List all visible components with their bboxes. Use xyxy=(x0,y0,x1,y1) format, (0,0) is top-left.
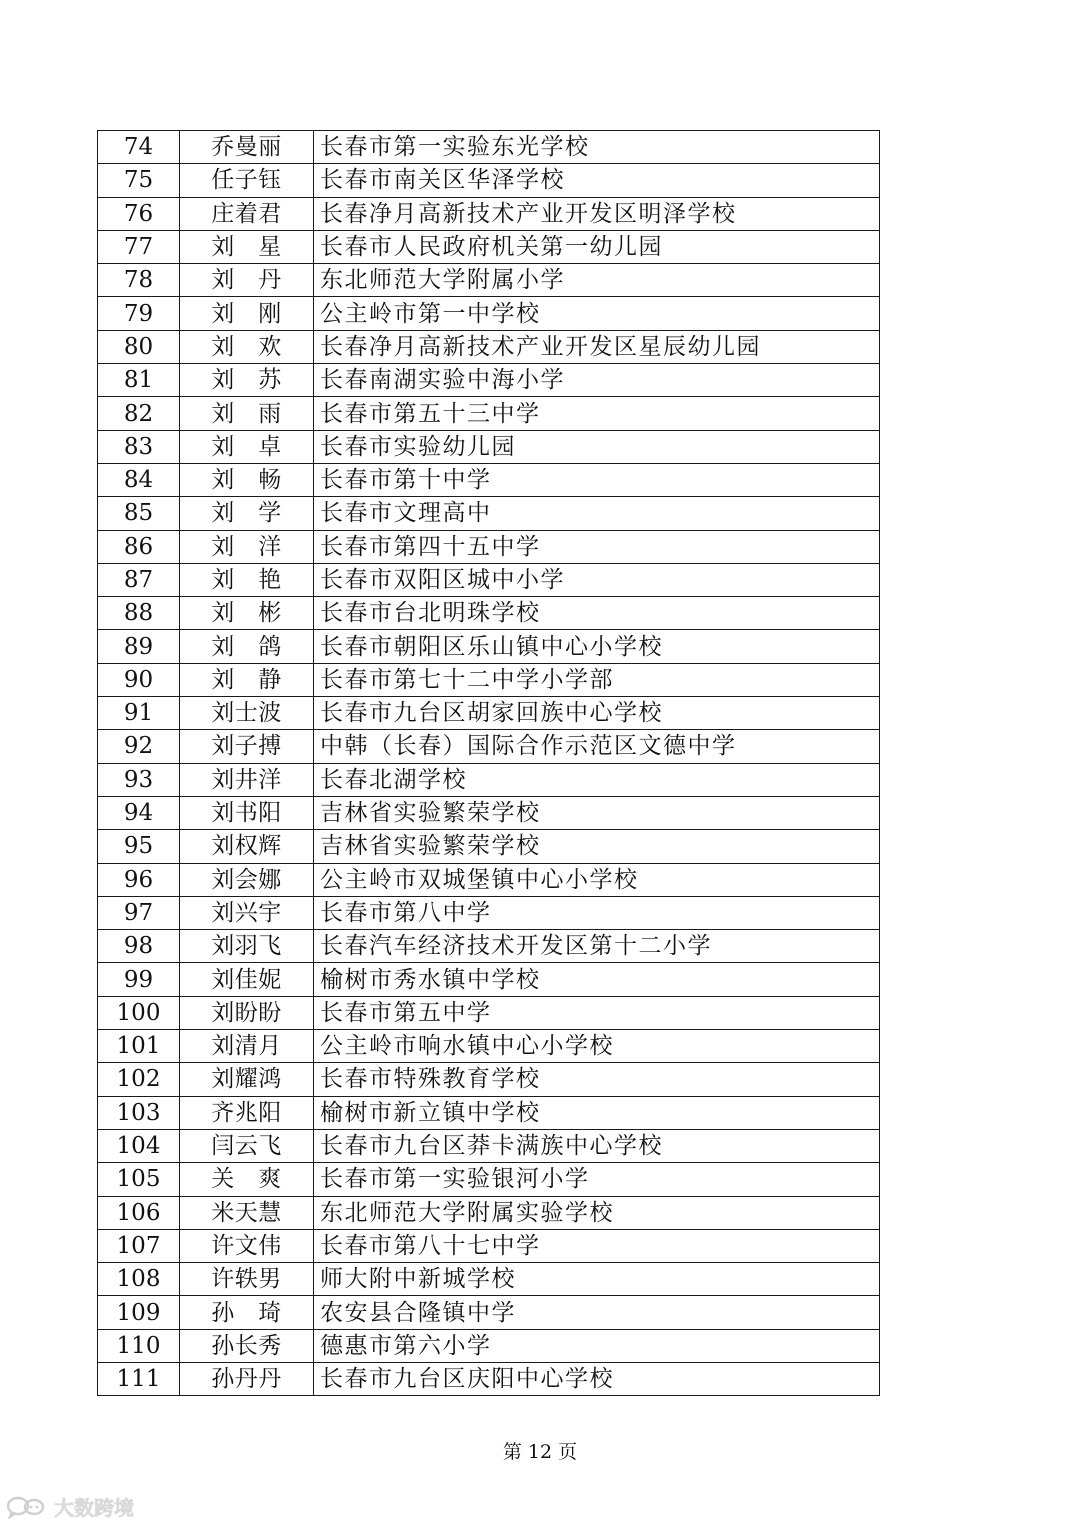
row-number: 79 xyxy=(98,297,180,330)
school-name: 长春净月高新技术产业开发区明泽学校 xyxy=(314,197,880,230)
table-row xyxy=(98,397,880,430)
school-name: 长春南湖实验中海小学 xyxy=(314,364,880,397)
table-row xyxy=(98,463,880,496)
person-name: 刘士波 xyxy=(180,697,314,730)
person-name: 孙长秀 xyxy=(180,1329,314,1362)
table-row xyxy=(98,1296,880,1329)
school-name: 农安县合隆镇中学 xyxy=(314,1296,880,1329)
table-row xyxy=(98,164,880,197)
person-name: 刘 苏 xyxy=(180,364,314,397)
person-name: 刘 洋 xyxy=(180,530,314,563)
table-row xyxy=(98,497,880,530)
school-name: 公主岭市双城堡镇中心小学校 xyxy=(314,863,880,896)
page-number: 第 12 页 xyxy=(502,1441,578,1463)
row-number: 85 xyxy=(98,497,180,530)
row-number: 75 xyxy=(98,164,180,197)
school-name: 长春市双阳区城中小学 xyxy=(314,563,880,596)
row-number: 78 xyxy=(98,264,180,297)
school-name: 长春市第七十二中学小学部 xyxy=(314,663,880,696)
row-number: 89 xyxy=(98,630,180,663)
table-row xyxy=(98,530,880,563)
person-name: 刘 艳 xyxy=(180,563,314,596)
row-number: 87 xyxy=(98,563,180,596)
person-name: 庄着君 xyxy=(180,197,314,230)
row-number: 82 xyxy=(98,397,180,430)
school-name: 长春市九台区胡家回族中心学校 xyxy=(314,697,880,730)
row-number: 98 xyxy=(98,930,180,963)
roster-table-body xyxy=(98,131,880,1396)
row-number: 104 xyxy=(98,1129,180,1162)
school-name: 长春市实验幼儿园 xyxy=(314,430,880,463)
table-row xyxy=(98,597,880,630)
school-name: 德惠市第六小学 xyxy=(314,1329,880,1362)
school-name: 长春市九台区庆阳中心学校 xyxy=(314,1362,880,1395)
table-row xyxy=(98,563,880,596)
school-name: 吉林省实验繁荣学校 xyxy=(314,830,880,863)
table-row xyxy=(98,930,880,963)
table-row xyxy=(98,1329,880,1362)
table-row xyxy=(98,730,880,763)
school-name: 长春市第八中学 xyxy=(314,896,880,929)
table-row xyxy=(98,1263,880,1296)
person-name: 刘耀鸿 xyxy=(180,1063,314,1096)
school-name: 公主岭市响水镇中心小学校 xyxy=(314,1030,880,1063)
row-number: 106 xyxy=(98,1196,180,1229)
person-name: 刘 刚 xyxy=(180,297,314,330)
table-row xyxy=(98,1163,880,1196)
table-row xyxy=(98,963,880,996)
table-row xyxy=(98,364,880,397)
row-number: 77 xyxy=(98,230,180,263)
school-name: 长春净月高新技术产业开发区星辰幼儿园 xyxy=(314,330,880,363)
row-number: 90 xyxy=(98,663,180,696)
row-number: 91 xyxy=(98,697,180,730)
person-name: 刘清月 xyxy=(180,1030,314,1063)
school-name: 长春市第十中学 xyxy=(314,463,880,496)
table-row xyxy=(98,1096,880,1129)
row-number: 94 xyxy=(98,796,180,829)
person-name: 刘权辉 xyxy=(180,830,314,863)
school-name: 长春市人民政府机关第一幼儿园 xyxy=(314,230,880,263)
person-name: 刘井洋 xyxy=(180,763,314,796)
table-row xyxy=(98,1362,880,1395)
school-name: 师大附中新城学校 xyxy=(314,1263,880,1296)
person-name: 刘 丹 xyxy=(180,264,314,297)
school-name: 长春市九台区莽卡满族中心学校 xyxy=(314,1129,880,1162)
row-number: 80 xyxy=(98,330,180,363)
school-name: 吉林省实验繁荣学校 xyxy=(314,796,880,829)
table-row xyxy=(98,1129,880,1162)
table-row xyxy=(98,264,880,297)
school-name: 长春市台北明珠学校 xyxy=(314,597,880,630)
roster-table xyxy=(97,130,880,1396)
person-name: 刘盼盼 xyxy=(180,996,314,1029)
table-row xyxy=(98,830,880,863)
row-number: 96 xyxy=(98,863,180,896)
row-number: 97 xyxy=(98,896,180,929)
row-number: 81 xyxy=(98,364,180,397)
table-row xyxy=(98,996,880,1029)
person-name: 孙丹丹 xyxy=(180,1362,314,1395)
row-number: 92 xyxy=(98,730,180,763)
watermark xyxy=(6,1492,134,1521)
person-name: 刘 鸽 xyxy=(180,630,314,663)
school-name: 公主岭市第一中学校 xyxy=(314,297,880,330)
row-number: 103 xyxy=(98,1096,180,1129)
school-name: 长春市第一实验东光学校 xyxy=(314,131,880,164)
school-name: 长春市第四十五中学 xyxy=(314,530,880,563)
person-name: 刘 欢 xyxy=(180,330,314,363)
person-name: 刘会娜 xyxy=(180,863,314,896)
table-row xyxy=(98,430,880,463)
table-row xyxy=(98,297,880,330)
school-name: 长春市第一实验银河小学 xyxy=(314,1163,880,1196)
table-row xyxy=(98,663,880,696)
person-name: 齐兆阳 xyxy=(180,1096,314,1129)
person-name: 孙 琦 xyxy=(180,1296,314,1329)
person-name: 刘 卓 xyxy=(180,430,314,463)
person-name: 刘 静 xyxy=(180,663,314,696)
row-number: 110 xyxy=(98,1329,180,1362)
row-number: 84 xyxy=(98,463,180,496)
school-name: 长春市第五十三中学 xyxy=(314,397,880,430)
row-number: 102 xyxy=(98,1063,180,1096)
watermark-text: 大数跨境 xyxy=(54,1496,134,1520)
person-name: 刘 雨 xyxy=(180,397,314,430)
person-name: 刘羽飞 xyxy=(180,930,314,963)
table-row xyxy=(98,230,880,263)
person-name: 闫云飞 xyxy=(180,1129,314,1162)
person-name: 任子钰 xyxy=(180,164,314,197)
row-number: 99 xyxy=(98,963,180,996)
row-number: 88 xyxy=(98,597,180,630)
row-number: 83 xyxy=(98,430,180,463)
table-row xyxy=(98,796,880,829)
row-number: 101 xyxy=(98,1030,180,1063)
school-name: 长春市朝阳区乐山镇中心小学校 xyxy=(314,630,880,663)
person-name: 刘书阳 xyxy=(180,796,314,829)
table-row xyxy=(98,863,880,896)
person-name: 刘兴宇 xyxy=(180,896,314,929)
row-number: 109 xyxy=(98,1296,180,1329)
school-name: 长春市第八十七中学 xyxy=(314,1229,880,1262)
row-number: 74 xyxy=(98,131,180,164)
table-row xyxy=(98,1030,880,1063)
school-name: 长春市第五中学 xyxy=(314,996,880,1029)
person-name: 刘 星 xyxy=(180,230,314,263)
school-name: 东北师范大学附属实验学校 xyxy=(314,1196,880,1229)
row-number: 93 xyxy=(98,763,180,796)
row-number: 86 xyxy=(98,530,180,563)
person-name: 刘 彬 xyxy=(180,597,314,630)
school-name: 中韩（长春）国际合作示范区文德中学 xyxy=(314,730,880,763)
row-number: 76 xyxy=(98,197,180,230)
school-name: 长春市文理高中 xyxy=(314,497,880,530)
school-name: 长春市南关区华泽学校 xyxy=(314,164,880,197)
table-row xyxy=(98,330,880,363)
row-number: 100 xyxy=(98,996,180,1029)
row-number: 105 xyxy=(98,1163,180,1196)
row-number: 108 xyxy=(98,1263,180,1296)
school-name: 东北师范大学附属小学 xyxy=(314,264,880,297)
person-name: 刘子搏 xyxy=(180,730,314,763)
table-row xyxy=(98,896,880,929)
school-name: 长春北湖学校 xyxy=(314,763,880,796)
person-name: 刘 畅 xyxy=(180,463,314,496)
person-name: 许文伟 xyxy=(180,1229,314,1262)
table-row xyxy=(98,630,880,663)
row-number: 111 xyxy=(98,1362,180,1395)
table-row xyxy=(98,1196,880,1229)
person-name: 关 爽 xyxy=(180,1163,314,1196)
person-name: 米天慧 xyxy=(180,1196,314,1229)
person-name: 乔曼丽 xyxy=(180,131,314,164)
school-name: 榆树市秀水镇中学校 xyxy=(314,963,880,996)
school-name: 榆树市新立镇中学校 xyxy=(314,1096,880,1129)
chat-bubbles-logo-icon xyxy=(6,1495,50,1519)
person-name: 刘 学 xyxy=(180,497,314,530)
person-name: 刘佳妮 xyxy=(180,963,314,996)
row-number: 95 xyxy=(98,830,180,863)
person-name: 许轶男 xyxy=(180,1263,314,1296)
school-name: 长春市特殊教育学校 xyxy=(314,1063,880,1096)
table-row xyxy=(98,763,880,796)
table-row xyxy=(98,1063,880,1096)
table-row xyxy=(98,697,880,730)
table-row xyxy=(98,197,880,230)
row-number: 107 xyxy=(98,1229,180,1262)
table-row xyxy=(98,131,880,164)
table-row xyxy=(98,1229,880,1262)
school-name: 长春汽车经济技术开发区第十二小学 xyxy=(314,930,880,963)
